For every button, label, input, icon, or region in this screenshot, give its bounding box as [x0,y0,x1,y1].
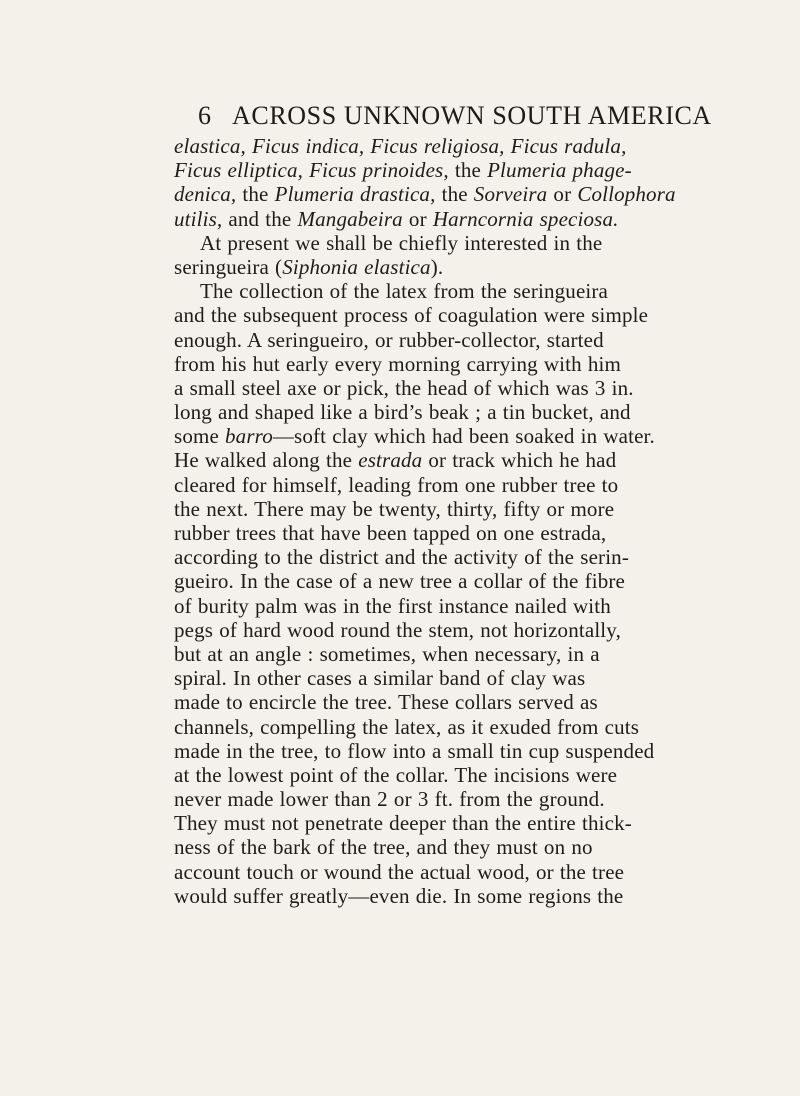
text-line [174,231,654,255]
italic-text-segment: Plumeria phage- [487,158,632,183]
text-line [174,328,654,352]
text-segment: The collection of the latex from the seringueira [200,279,609,304]
italic-text-segment: estrada [358,448,423,473]
text-line [174,473,654,497]
text-line [174,618,654,642]
text-segment: or [402,206,433,231]
text-line [174,497,654,521]
italic-text-segment: Mangabeira [297,206,403,231]
text-segment: made in the tree, to flow into a small tin cup suspended [174,738,655,763]
text-segment: according to the district and the activity of the serin- [174,545,629,570]
text-line [174,424,654,448]
text-segment: made to encircle the tree. These collars served as [174,690,598,715]
text-segment: spiral. In other cases a similar band of clay was [174,666,586,691]
text-segment: or [547,182,578,207]
text-line [174,158,654,182]
text-segment: —soft clay which had been soaked in water. [272,424,655,449]
text-line [174,376,654,400]
text-segment: or track which he had [422,448,617,473]
italic-text-segment: barro [225,424,273,449]
text-line [174,690,654,714]
text-line [174,739,654,763]
text-segment: the [448,158,488,183]
text-line [174,207,654,231]
page-number: 6 [198,101,212,130]
text-segment: the next. There may be twenty, thirty, fifty or more [174,496,615,521]
text-line [174,134,654,158]
text-line [174,569,654,593]
text-line [174,642,654,666]
italic-text-segment: Collophora [577,182,676,207]
text-segment: They must not penetrate deeper than the entire thick- [174,811,632,836]
text-line [174,521,654,545]
text-segment: He walked along the [174,448,359,473]
text-line [174,400,654,424]
text-line [174,182,676,207]
text-segment: but at an angle : sometimes, when necessary, in a [174,641,600,666]
italic-text-segment: elastica, Ficus indica, Ficus religiosa, Ficus radula, [174,134,627,158]
italic-text-segment: Plumeria drastica, [274,182,436,207]
text-line [174,666,654,690]
italic-text-segment: Ficus elliptica, Ficus prinoides, [174,158,449,183]
text-segment: from his hut early every morning carrying with him [174,351,621,376]
text-line [174,352,654,376]
text-segment: never made lower than 2 or 3 ft. from the ground. [174,787,605,812]
text-segment: and the [222,206,298,231]
text-segment: enough. A seringueiro, or rubber-collector, started [174,327,604,352]
italic-text-segment: utilis, [174,206,223,231]
text-line [174,303,654,327]
running-head: ACROSS UNKNOWN SOUTH AMERICA [232,101,712,130]
text-line [174,545,654,569]
text-segment: at the lowest point of the collar. The incisions were [174,762,618,787]
text-segment: cleared for himself, leading from one rubber tree to [174,472,619,497]
text-segment: a small steel axe or pick, the head of which was 3 in. [174,375,634,400]
text-segment: some [174,424,226,449]
text-line [174,811,654,835]
text-segment: ness of the bark of the tree, and they must on no [174,835,593,860]
italic-text-segment: denica, [174,182,237,207]
text-line [174,763,654,787]
text-line [174,884,654,908]
text-segment: rubber trees that have been tapped on one estrada, [174,521,607,545]
text-segment: channels, compelling the latex, as it exuded from cuts [174,714,640,739]
text-line [174,594,654,618]
text-line [174,279,654,303]
italic-text-segment: Siphonia elastica [282,254,431,279]
text-segment: account touch or wound the actual wood, or the tree [174,859,625,884]
text-segment: ). [430,254,444,279]
text-segment: of burity palm was in the first instance nailed with [174,593,611,618]
text-segment: pegs of hard wood round the stem, not horizontally, [174,617,621,642]
italic-text-segment: Harncornia speciosa. [432,206,619,231]
text-line [174,255,654,279]
text-line [174,860,654,884]
italic-text-segment: Sorveira [473,182,548,207]
text-segment: would suffer greatly—even die. In some regions the [174,883,624,908]
text-segment: and the subsequent process of coagulation were simple [174,303,649,328]
text-line [174,448,654,472]
text-segment: seringueira ( [174,254,283,279]
text-segment: long and shaped like a bird’s beak ; a tin bucket, and [174,400,631,425]
text-segment: the [236,182,275,207]
text-line [174,835,654,859]
body-text [174,134,676,908]
text-segment: the [435,182,474,207]
text-line [174,787,654,811]
text-segment: At present we shall be chiefly interested in the [200,230,603,255]
text-segment: gueiro. In the case of a new tree a collar of the fibre [174,569,626,594]
text-line [174,715,654,739]
